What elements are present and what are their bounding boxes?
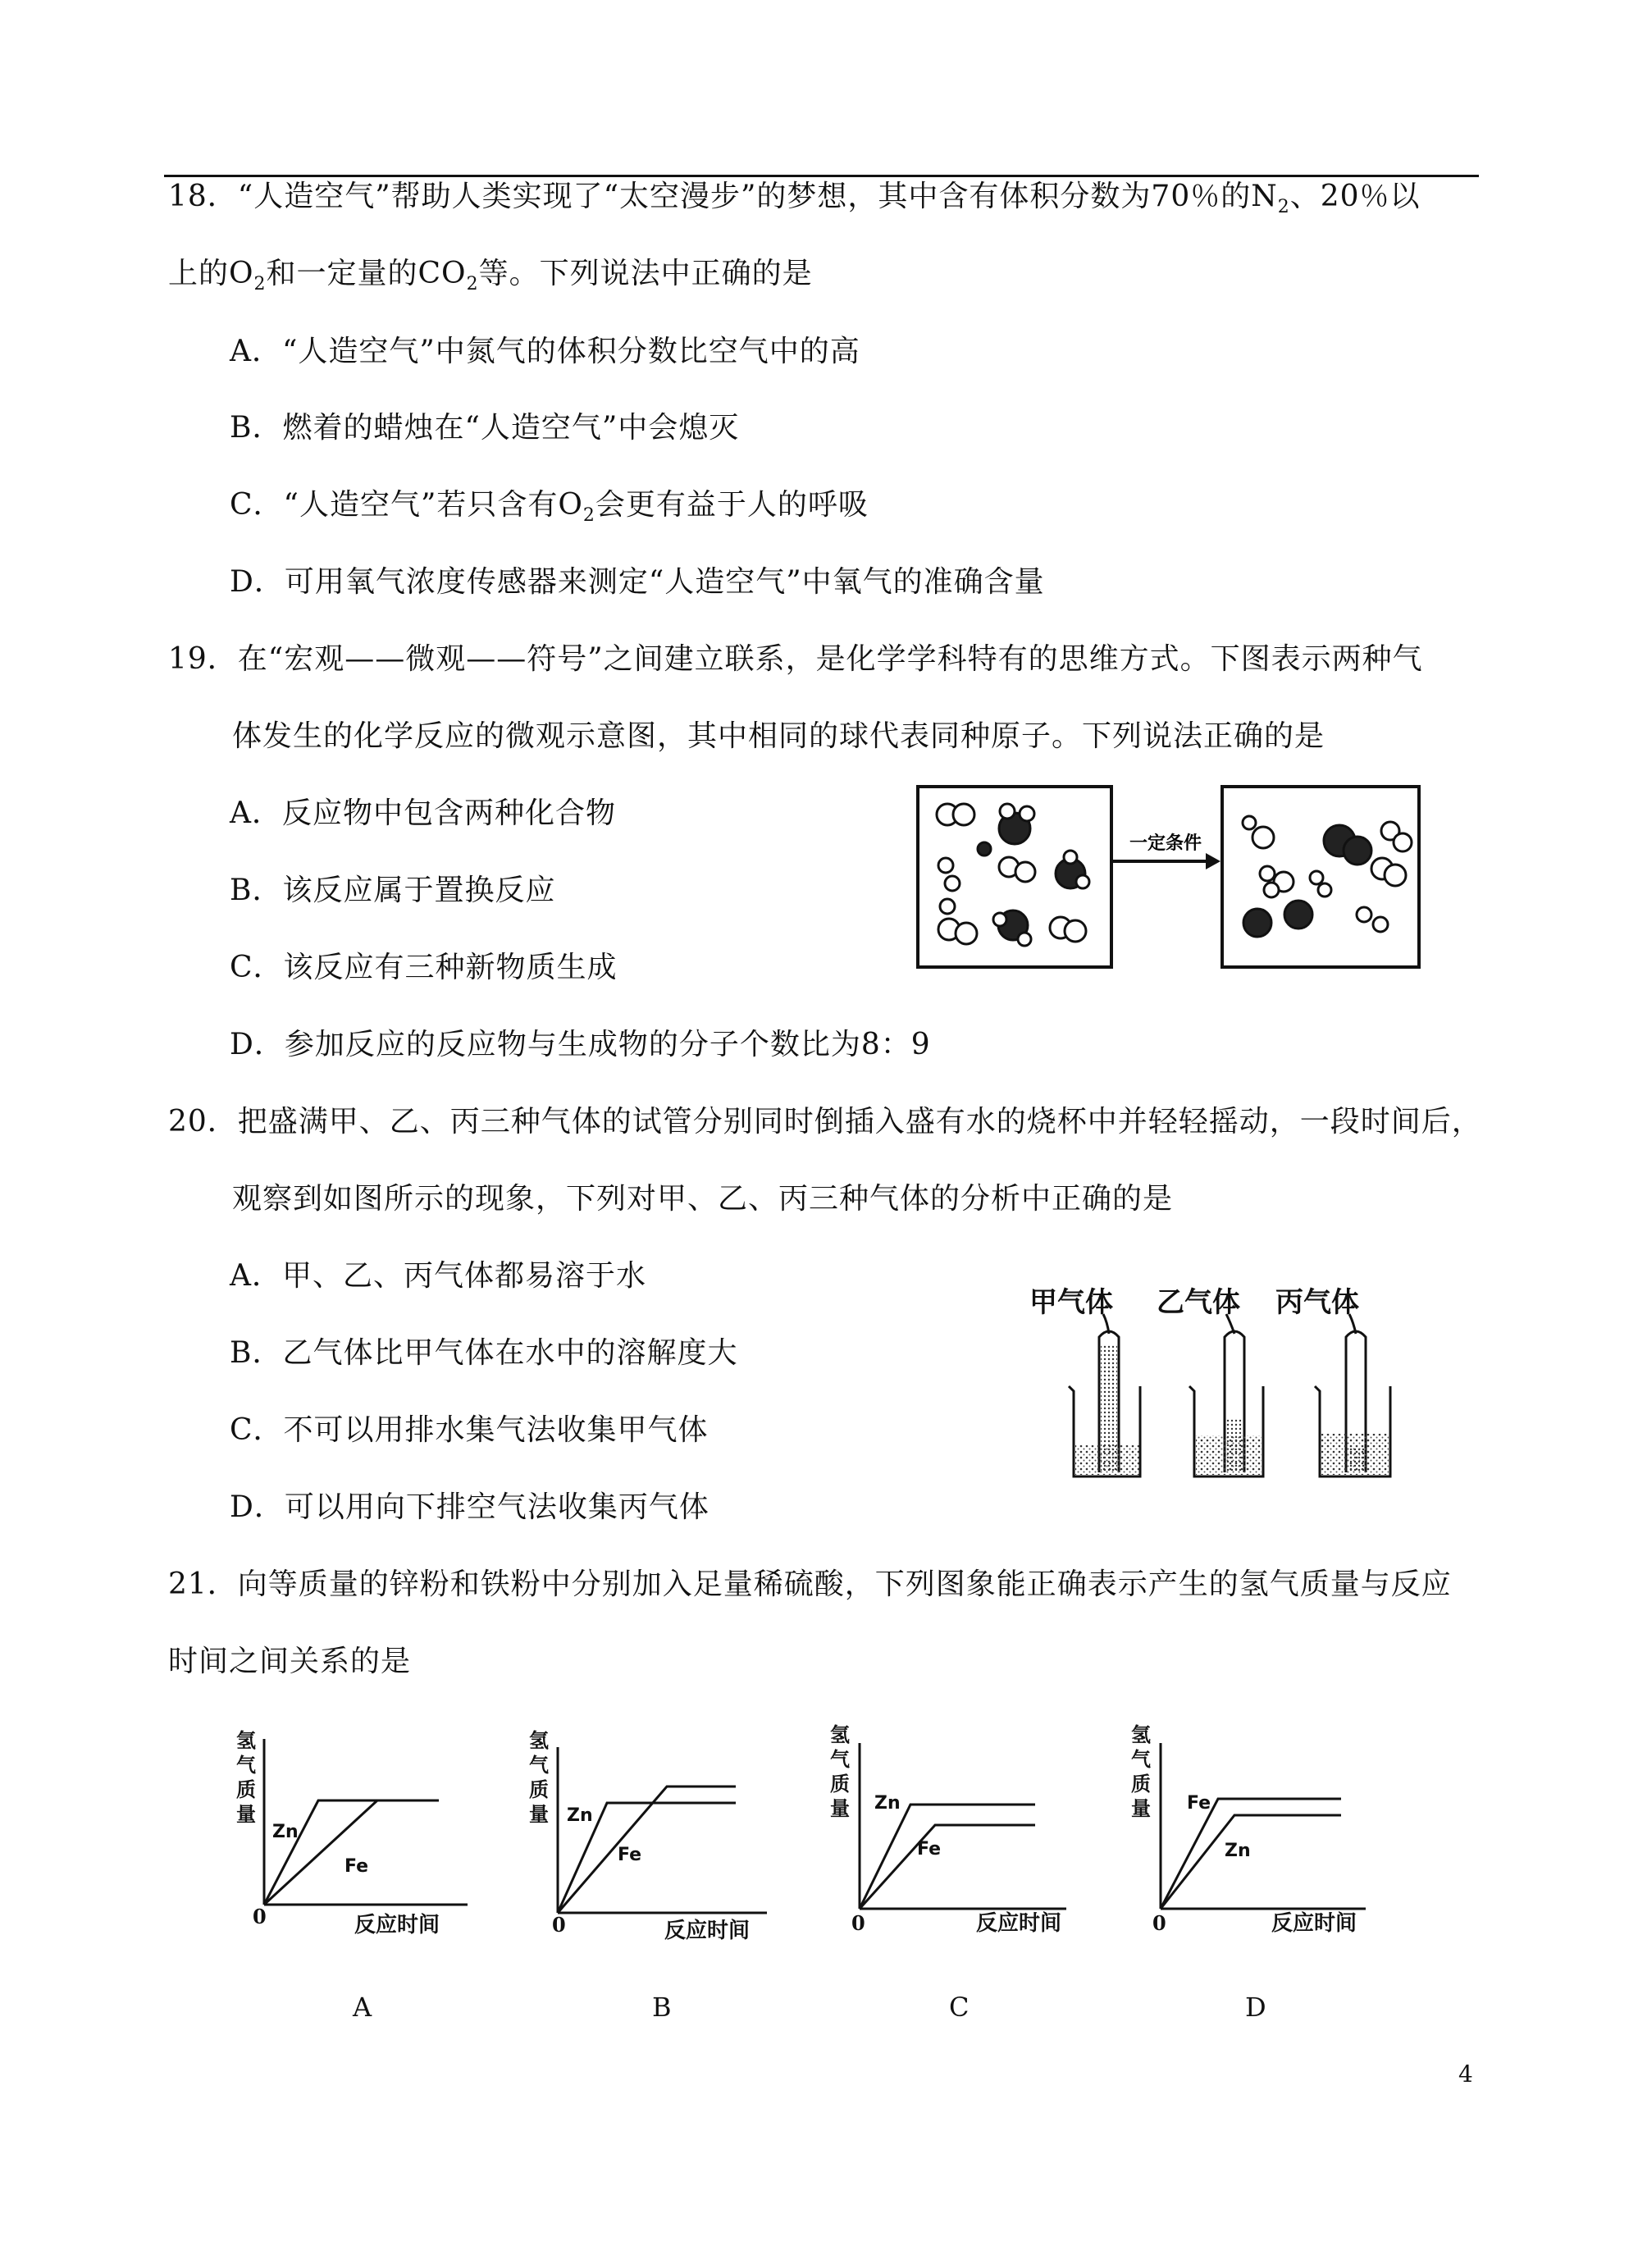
origin-label: 0 [1152,1911,1166,1935]
x-axis-label: 反应时间 [664,1919,751,1943]
q21-stem-line1: 21．向等质量的锌粉和铁粉中分别加入足量稀硫酸，下列图象能正确表示产生的氢气质量与反应 [168,1568,1452,1601]
y-label-char: 质 [830,1772,850,1796]
y-label-char: 气 [529,1753,549,1777]
origin-label: 0 [851,1911,865,1935]
q18-stem-line1: 18．“人造空气”帮助人类实现了“太空漫步”的梦想，其中含有体积分数为70％的$N_2$、20％以 [168,180,1421,217]
q20-option-c: C．不可以用排水集气法收集甲气体 [230,1413,709,1447]
gas-tubes-diagram [1062,1312,1440,1489]
graph-b [521,1723,783,1944]
x-axis-label: 反应时间 [1271,1911,1357,1936]
origin-label: 0 [552,1913,566,1937]
water-fill [1075,1345,1389,1475]
q20-option-d: D．可以用向下排空气法收集丙气体 [230,1490,709,1524]
q19-option-a: A．反应物中包含两种化合物 [230,796,616,830]
graph-b-letter: B [652,1992,672,2023]
q19-stem-line1: 19．在“宏观——微观——符号”之间建立联系，是化学学科特有的思维方式。下图表示两种气 [168,642,1423,676]
y-label-char: 质 [236,1777,256,1801]
curve-label-2: Fe [344,1856,369,1877]
q21-stem-line2: 时间之间关系的是 [168,1645,412,1678]
header-rule [164,175,1479,177]
y-label-char: 量 [830,1796,850,1820]
y-label-char: 氢 [529,1728,549,1752]
page-number: 4 [1458,2060,1473,2088]
graph-c [820,1718,1083,1940]
curve-zn [264,1800,439,1905]
q18-option-c: C．“人造空气”若只含有$O_2$会更有益于人的呼吸 [230,488,869,526]
origin-label: 0 [253,1905,267,1928]
q18-option-b: B．燃着的蜡烛在“人造空气”中会熄灭 [230,411,740,445]
tube-label-yi: 乙气体 [1157,1286,1240,1319]
y-label-char: 气 [830,1747,850,1771]
y-label-char: 量 [529,1802,549,1826]
q19-option-b: B．该反应属于置换反应 [230,874,556,907]
y-label-char: 量 [236,1802,256,1826]
curve-label-2: Fe [917,1839,942,1860]
x-axis-label: 反应时间 [976,1911,1062,1936]
y-label-char: 氢 [236,1728,256,1752]
q19-stem-line2: 体发生的化学反应的微观示意图，其中相同的球代表同种原子。下列说法正确的是 [232,719,1325,753]
curve-label-2: Zn [1225,1841,1251,1861]
q18-stem-line2: 上的$O_2$和一定量的$CO_2$等。下列说法中正确的是 [168,257,813,294]
graph-a [221,1723,484,1944]
graph-d [1120,1718,1382,1940]
y-label-char: 氢 [1131,1723,1151,1746]
q19-option-d: D．参加反应的反应物与生成物的分子个数比为8：9 [230,1028,931,1061]
curve-fe [860,1825,1035,1909]
q18-option-d: D．可用氧气浓度传感器来测定“人造空气”中氧气的准确含量 [230,565,1045,599]
q20-stem-line1: 20．把盛满甲、乙、丙三种气体的试管分别同时倒插入盛有水的烧杯中并轻轻摇动，一段时间后， [168,1105,1482,1139]
y-label-char: 质 [529,1777,549,1801]
tube-label-bing: 丙气体 [1275,1286,1359,1319]
curve-label-1: Zn [567,1805,593,1826]
q19-option-c: C．该反应有三种新物质生成 [230,951,618,984]
y-label-char: 气 [1131,1747,1151,1771]
curve-label-1: Zn [272,1822,299,1842]
tube-label-jia: 甲气体 [1029,1286,1113,1319]
y-label-char: 量 [1131,1796,1151,1820]
q20-option-a: A．甲、乙、丙气体都易溶于水 [230,1259,646,1293]
graph-d-letter: D [1245,1992,1266,2023]
curve-label-2: Fe [618,1845,642,1865]
graph-c-letter: C [949,1992,970,2023]
reaction-condition-label: 一定条件 [1129,833,1202,854]
x-axis-label: 反应时间 [354,1913,440,1937]
q20-stem-line2: 观察到如图所示的现象，下列对甲、乙、丙三种气体的分析中正确的是 [232,1182,1174,1216]
q20-option-b: B．乙气体比甲气体在水中的溶解度大 [230,1336,738,1370]
q18-option-a: A．“人造空气”中氮气的体积分数比空气中的高 [230,335,860,368]
y-label-char: 氢 [830,1723,850,1746]
y-label-char: 气 [236,1753,256,1777]
reaction-micro-diagram [915,783,1427,972]
curve-label-1: Fe [1187,1793,1211,1814]
graph-a-letter: A [353,1992,372,2023]
curve-label-1: Zn [874,1793,901,1814]
curve-fe [264,1800,377,1905]
y-label-char: 质 [1131,1772,1151,1796]
curve-zn [860,1805,1035,1909]
curve-zn [1161,1815,1341,1909]
